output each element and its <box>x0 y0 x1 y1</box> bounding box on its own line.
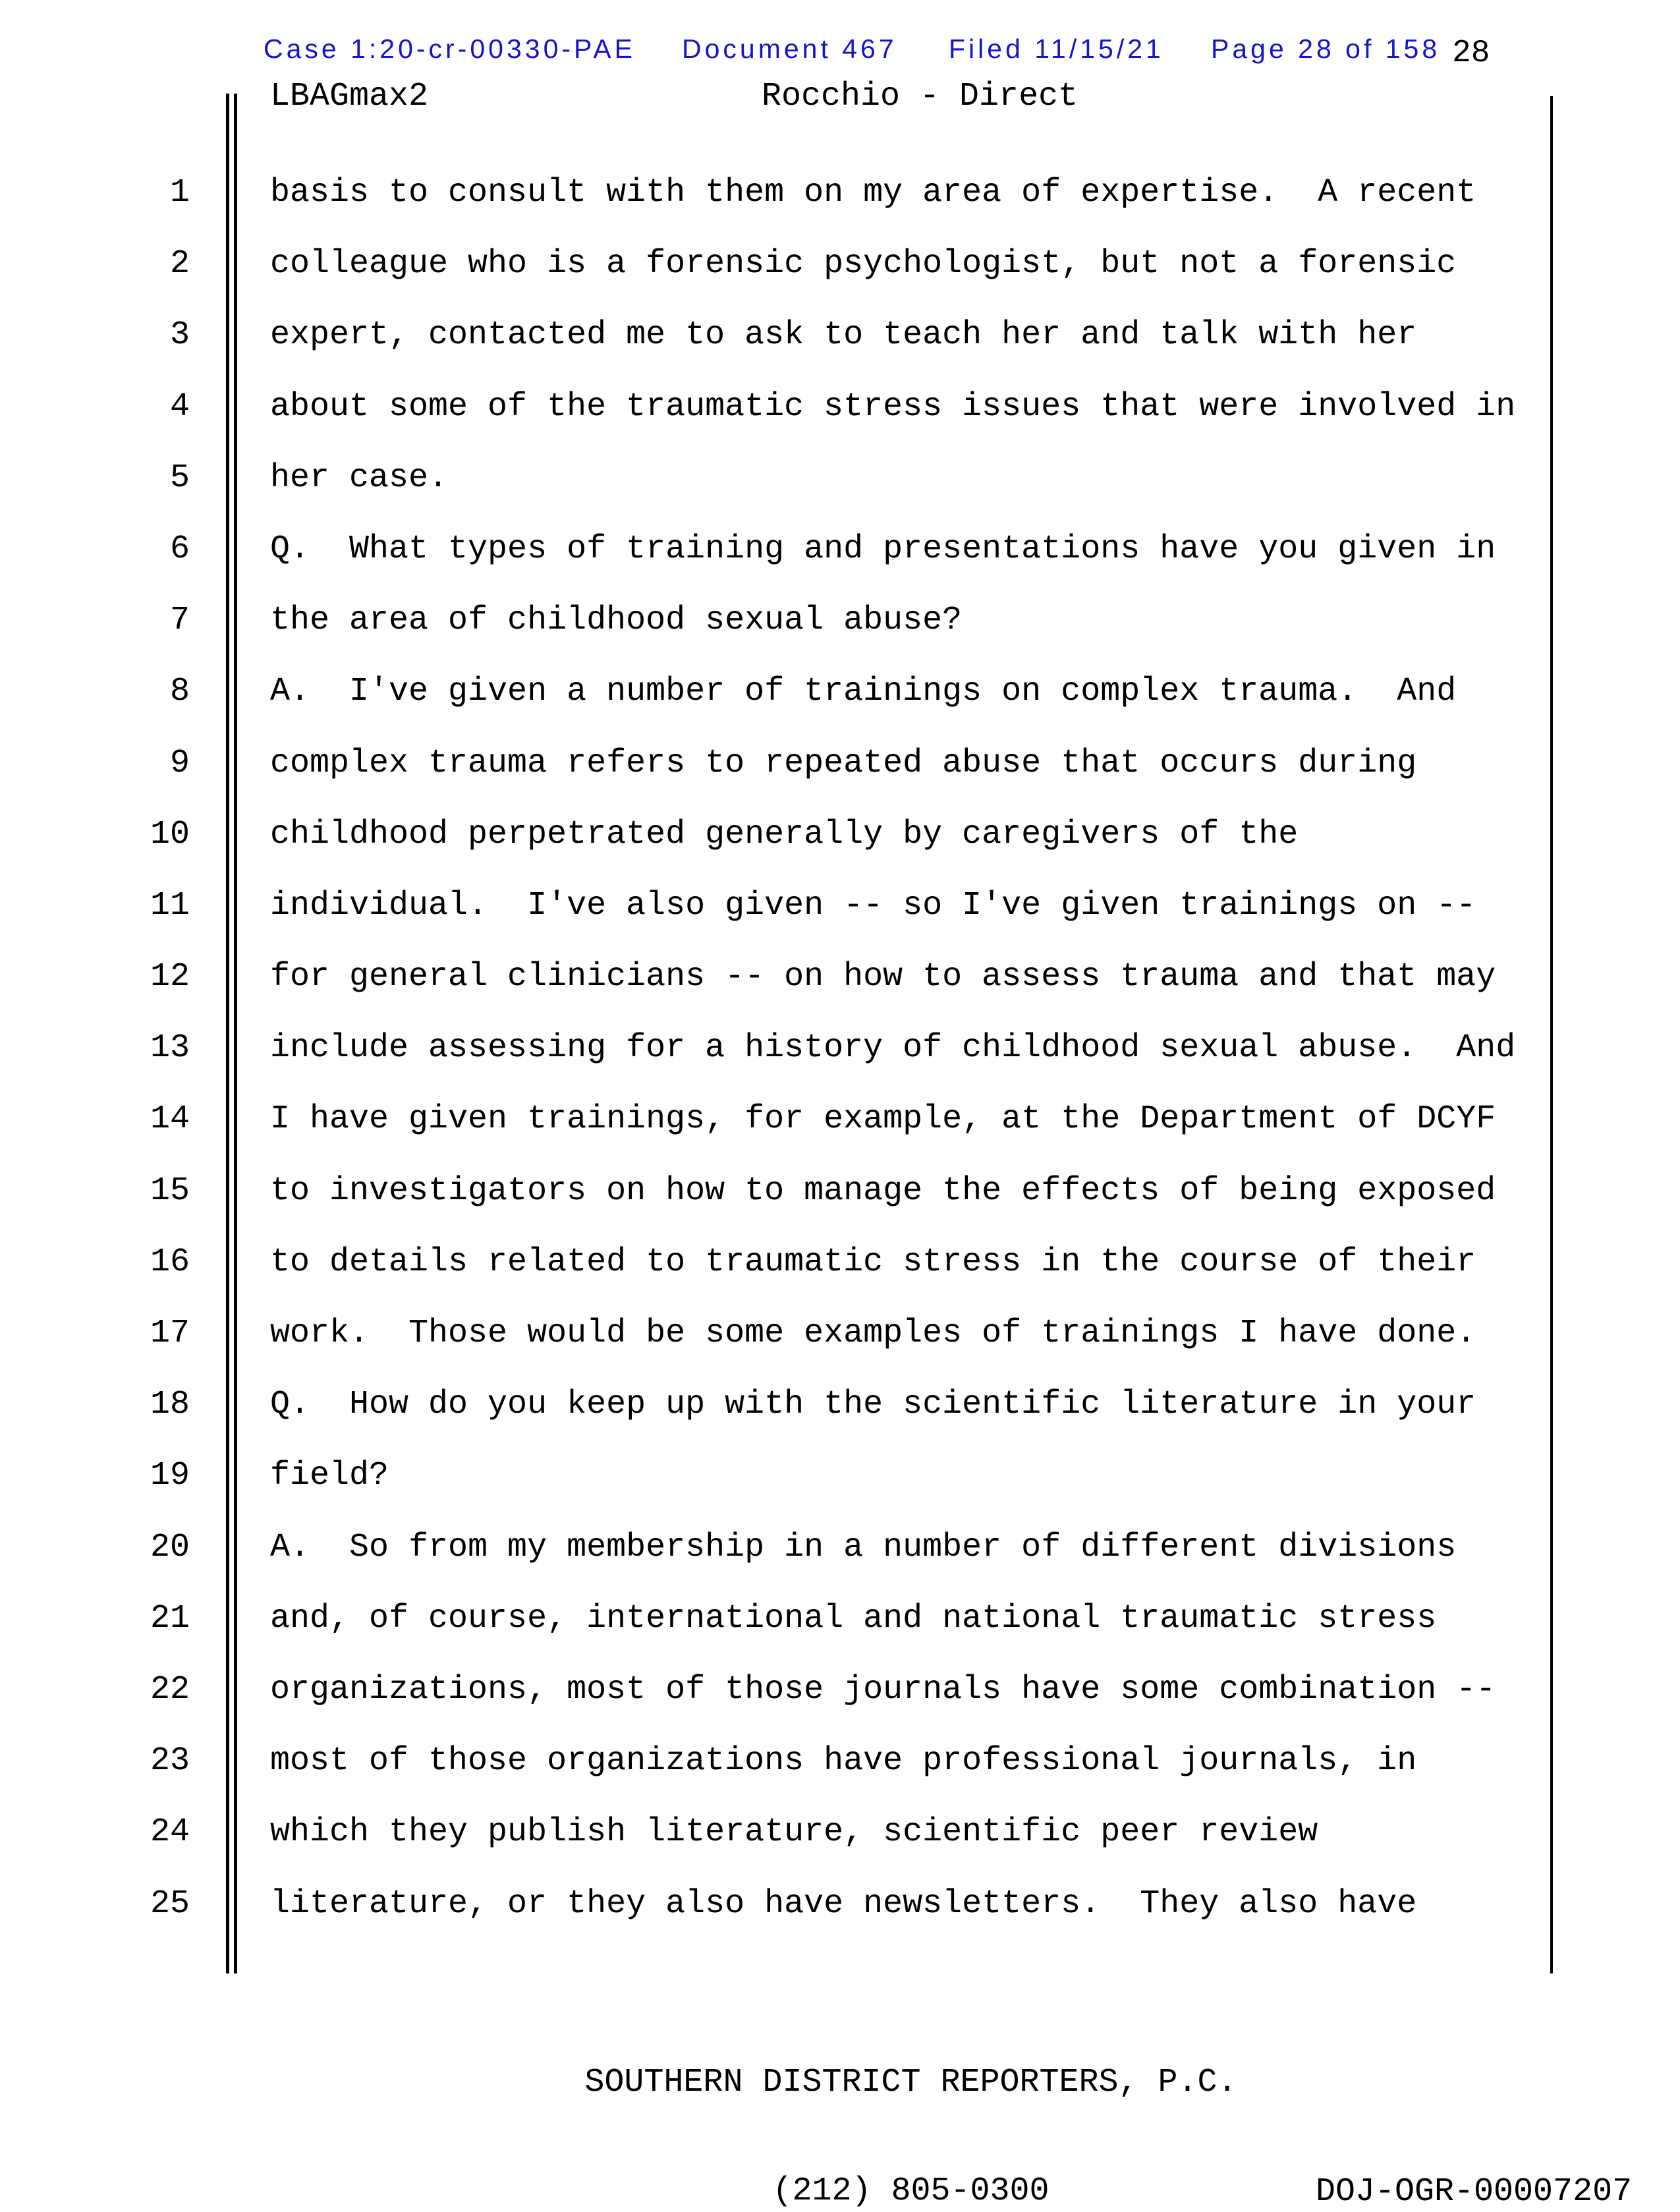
line-number: 8 <box>169 673 190 711</box>
left-margin-rule-inner <box>234 94 237 1973</box>
line-number: 13 <box>150 1029 190 1067</box>
document-number-label: Document 467 <box>682 34 897 64</box>
line-number: 11 <box>150 886 190 924</box>
transcript-line: basis to consult with them on my area of expertise. A recent <box>270 174 1476 212</box>
transcript-line: and, of course, international and national traumatic stress <box>270 1599 1437 1637</box>
page-number-stamp: 28 <box>1452 36 1490 71</box>
bates-number: DOJ-OGR-00007207 <box>1316 2173 1633 2211</box>
line-number: 5 <box>169 459 190 497</box>
line-number: 2 <box>169 245 190 283</box>
transcript-line: literature, or they also have newsletters. They also have <box>270 1885 1417 1923</box>
line-numbers <box>72 157 190 1940</box>
transcript-line: childhood perpetrated generally by caregivers of the <box>270 815 1299 853</box>
line-number: 20 <box>150 1528 190 1566</box>
transcript-line: field? <box>270 1457 389 1495</box>
transcript-line: organizations, most of those journals have some combination -- <box>270 1670 1496 1709</box>
transcript-line: include assessing for a history of childhood sexual abuse. And <box>270 1029 1516 1067</box>
transcript-line: Q. What types of training and presentations have you given in <box>270 530 1496 568</box>
line-number: 15 <box>150 1172 190 1210</box>
line-number: 19 <box>150 1457 190 1495</box>
transcript-line: colleague who is a forensic psychologist, but not a forensic <box>270 245 1457 283</box>
filed-date-label: Filed 11/15/21 <box>949 34 1164 64</box>
line-number: 24 <box>150 1813 190 1852</box>
line-number: 17 <box>150 1315 190 1352</box>
line-number: 1 <box>169 174 190 212</box>
case-number-label: Case 1:20-cr-00330-PAE <box>264 34 636 64</box>
transcript-line: A. I've given a number of trainings on complex trauma. And <box>270 673 1457 711</box>
line-number: 9 <box>169 744 190 782</box>
line-number: 14 <box>150 1100 190 1139</box>
reporter-phone: (212) 805-0300 <box>772 2172 1050 2210</box>
line-number: 18 <box>150 1386 190 1424</box>
line-number: 21 <box>150 1599 190 1637</box>
line-number: 22 <box>150 1670 190 1709</box>
line-number: 4 <box>169 387 190 426</box>
line-number: 16 <box>150 1243 190 1281</box>
transcript-line: most of those organizations have professional journals, in <box>270 1742 1417 1780</box>
transcript-line: which they publish literature, scientific peer review <box>270 1813 1318 1852</box>
transcript-line: the area of childhood sexual abuse? <box>270 602 963 640</box>
transcript-line: I have given trainings, for example, at the Department of DCYF <box>270 1100 1496 1139</box>
transcript-line: Q. How do you keep up with the scientific literature in your <box>270 1386 1476 1424</box>
transcript-line: for general clinicians -- on how to assess trauma and that may <box>270 958 1496 996</box>
line-number: 3 <box>169 316 190 354</box>
transcript-line: work. Those would be some examples of trainings I have done. <box>270 1315 1476 1352</box>
session-code: LBAGmax2 <box>270 78 429 115</box>
left-margin-rule-outer <box>226 94 229 1973</box>
line-number: 25 <box>150 1885 190 1923</box>
reporter-name: SOUTHERN DISTRICT REPORTERS, P.C. <box>584 2064 1237 2101</box>
page-count-label: Page 28 of 158 <box>1211 34 1441 64</box>
transcript-line: complex trauma refers to repeated abuse that occurs during <box>270 744 1417 782</box>
line-number: 12 <box>150 958 190 996</box>
transcript-line: to investigators on how to manage the effects of being exposed <box>270 1172 1496 1210</box>
transcript-line: individual. I've also given -- so I've given trainings on -- <box>270 886 1476 924</box>
transcript-line: about some of the traumatic stress issues that were involved in <box>270 387 1516 426</box>
transcript-line: A. So from my membership in a number of different divisions <box>270 1528 1457 1566</box>
transcript-text <box>270 157 1552 1940</box>
witness-direct-title: Rocchio - Direct <box>762 78 1078 115</box>
line-number: 23 <box>150 1742 190 1780</box>
line-number: 10 <box>150 815 190 853</box>
line-number: 7 <box>169 602 190 640</box>
line-number: 6 <box>169 530 190 568</box>
transcript-line: to details related to traumatic stress in the course of their <box>270 1243 1476 1281</box>
transcript-line: expert, contacted me to ask to teach her and talk with her <box>270 316 1417 354</box>
transcript-line: her case. <box>270 459 449 497</box>
